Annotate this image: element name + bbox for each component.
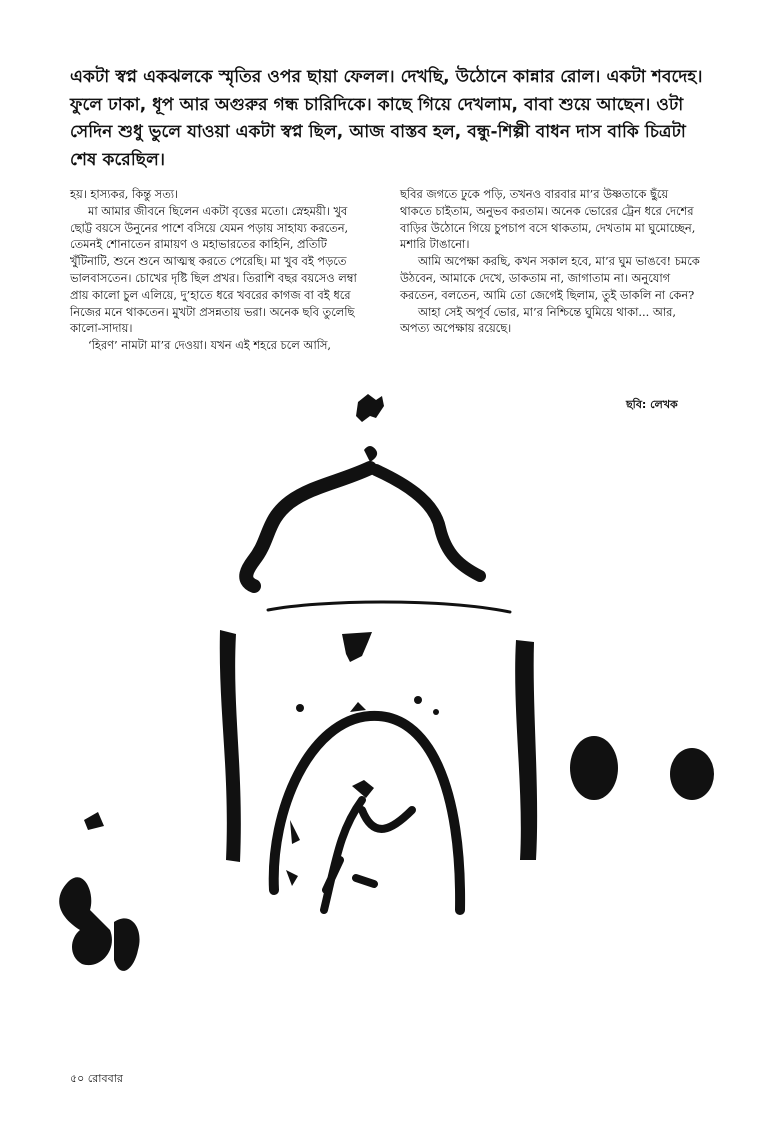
deity-figure <box>324 800 412 910</box>
body-paragraph: মা আমার জীবনে ছিলেন একটা বৃত্তের মতো। স্নেহময়ী। খুব ছোট্ট বয়সে উনুনের পাশে বসিয়ে যেমন পড়ায় সাহায্য করতেন, তেমনই শোনাতেন রামায়ণ ও মহাভারতের কাহিনি, প্রতিটি খুঁটিনাটি, শুনে শুনে আত্মস্থ করতে পেরেছি। মা খুব বই পড়তে ভালবাসতেন। চোখের দৃষ্টি ছিল প্রখর। তিরাশি বছর বয়সেও লম্বা প্রায় কালো চুল এলিয়ে, দু’হাতে ধরে খবরের কাগজ বা বই ধরে নিজের মনে থাকতেন। মুখটা প্রসন্নতায় ভরা। অনেক ছবি তুলেছি কালো-সাদায়। <box>70 203 357 336</box>
brush-mark <box>286 870 298 886</box>
center-mark <box>342 632 372 662</box>
ink-drawing <box>40 390 730 1030</box>
left-mark <box>84 812 104 830</box>
pillar-left <box>220 630 241 862</box>
body-paragraph: আহা সেই অপূর্ব ভোর, মা’র নিশ্চিন্তে ঘুমিয়ে থাকা... আর, অপত্য অপেক্ষায় রয়েছে। <box>400 304 677 336</box>
page-folio: ৫০ রোববার <box>70 1072 123 1085</box>
finial-bird <box>356 394 384 422</box>
arch-dot <box>296 704 304 712</box>
right-blob <box>670 748 714 800</box>
body-column-right <box>400 186 700 337</box>
dome-band <box>268 602 510 612</box>
deity-head <box>352 780 374 798</box>
image-credit: ছবি: লেখক <box>626 398 678 411</box>
dome-left <box>246 468 370 586</box>
arch-top <box>350 702 366 712</box>
body-column-left <box>70 186 370 354</box>
body-paragraph: আমি অপেক্ষা করছি, কখন সকাল হবে, মা’র ঘুম ভাঙবে! চমকে উঠবেন, আমাকে দেখে, ডাকতাম না, জাগাতাম না। অনুযোগ করতেন, বলতেন, আমি তো জেগেই ছিলাম, তুই ডাকলি না কেন? <box>400 254 700 302</box>
arch-dot <box>414 696 422 704</box>
brush-mark <box>290 820 300 844</box>
dome-right <box>376 470 480 576</box>
body-paragraph: ছবির জগতে ঢুকে পড়ি, তখনও বারবার মা’র উষ্ণতাকে ছুঁয়ে থাকতে চাইতাম, অনুভব করতাম। অনেক ভোরের ট্রেন ধরে দেশের বাড়ির উঠোনে গিয়ে চুপচাপ বসে থাকতাম, দেখতাম মা ঘুমোচ্ছেন, মশারি টাঙানো। <box>400 187 696 252</box>
body-paragraph: হয়। হাস্যকর, কিন্তু সত্য। <box>70 187 179 201</box>
left-figure-2 <box>114 918 140 971</box>
pillar-right <box>515 640 537 860</box>
lead-paragraph: একটা স্বপ্ন একঝলকে স্মৃতির ওপর ছায়া ফেলল। দেখছি, উঠোনে কান্নার রোল। একটা শবদেহ। ফুলে ঢাকা, ধূপ আর অগুরুর গন্ধ চারিদিকে। কাছে গিয়ে দেখলাম, বাবা শুয়ে আছেন। ওটা সেদিন শুধু ভুলে যাওয়া একটা স্বপ্ন ছিল, আজ বাস্তব হল, বন্ধু-শিল্পী বাধন দাস বাকি চিত্রটা শেষ করেছিল। <box>70 67 703 170</box>
pinnacle <box>364 446 377 462</box>
right-blob <box>570 736 618 800</box>
left-figure <box>59 877 112 965</box>
arch-dot <box>433 709 439 715</box>
body-paragraph: ‘হিরণ’ নামটা মা’র দেওয়া। যখন এই শহরে চলে আসি, <box>88 338 332 353</box>
